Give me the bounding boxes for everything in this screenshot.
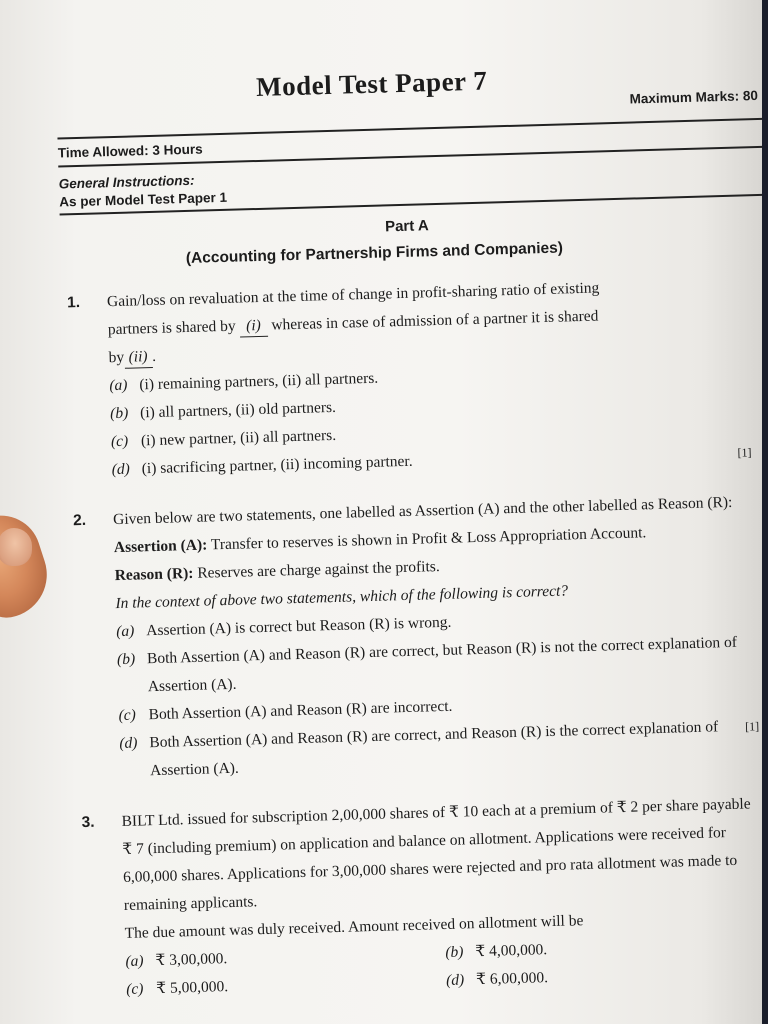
maximum-marks: Maximum Marks: 80 (629, 87, 759, 107)
assertion-line: Assertion (A): Transfer to reserves is shown in Profit & Loss Appropriation Account. (113, 524, 647, 557)
question-prompt: In the context of above two statements, which of the following is correct? (115, 582, 569, 613)
exam-paper (40, 30, 762, 998)
option-a: (a) (i) remaining partners, (ii) all partners. (109, 369, 379, 395)
option-d: (d) (i) sacrificing partner, (ii) incoming partner. [1] (111, 438, 752, 484)
option-d: (d) ₹ 6,00,000. (445, 969, 549, 990)
question-text: BILT Ltd. issued for subscription 2,00,000 shares of ₹ 10 each at a premium of ₹ 2 per share payable ₹ 7 (including premium) on application and balance on allotment. Applications were received for 6,00,000 shares. Applications for 3,00,000 shares were rejected and pro rata allotment was made to remaining applicants. (121, 795, 751, 914)
question-3 (81, 790, 762, 1005)
page-edge-shadow (762, 0, 768, 1024)
general-instructions (59, 171, 228, 212)
question-2 (73, 488, 761, 787)
reason-line: Reason (R): Reserves are charge against the profits. (114, 558, 440, 585)
question-text: Gain/loss on revaluation at the time of change in profit-sharing ratio of existing (106, 279, 600, 311)
question-text-end: by (ii) . (108, 326, 749, 372)
thumbnail-nail (0, 528, 32, 566)
blank-ii: (ii) (124, 347, 153, 369)
instructions-heading: General Instructions: (58, 172, 195, 192)
part-subheading: (Accounting for Partnership Firms and Companies) (185, 239, 564, 268)
time-allowed: Time Allowed: 3 Hours (57, 141, 203, 161)
option-c: (c) ₹ 5,00,000. (126, 978, 229, 998)
option-d: (d) Both Assertion (A) and Reason (R) are correct, and Reason (R) is the correct explanation of Assertion (A). [1] (119, 712, 760, 786)
part-heading: Part A (384, 217, 429, 236)
option-b: (b) Both Assertion (A) and Reason (R) are correct, but Reason (R) is not the correct explanation of Assertion (A). (116, 633, 738, 696)
option-b: (b) ₹ 4,00,000. (445, 941, 548, 962)
marks-label: [1] (744, 719, 760, 734)
option-c: (c) (i) new partner, (ii) all partners. (110, 426, 337, 451)
question-text-cont: partners is shared by (i) whereas in case of admission of a partner it is shared (107, 307, 599, 339)
option-c: (c) Both Assertion (A) and Reason (R) are incorrect. (118, 697, 453, 725)
option-b: (b) (i) all partners, (ii) old partners. (109, 398, 337, 423)
marks-label: [1] (737, 445, 752, 460)
blank-i: (i) (239, 316, 268, 338)
instructions-text: As per Model Test Paper 1 (59, 189, 228, 210)
header-rule-top (57, 118, 762, 140)
question-prompt: The due amount was duly received. Amount received on allotment will be (124, 912, 584, 942)
question-text: Given below are two statements, one labelled as Assertion (A) and the other labelled as Reason (R): (112, 493, 733, 529)
option-a: (a) Assertion (A) is correct but Reason (R) is wrong. (116, 613, 452, 641)
question-1 (67, 270, 752, 485)
question-number: 2. (72, 511, 87, 530)
question-number: 1. (66, 293, 81, 312)
question-number: 3. (81, 813, 95, 832)
option-a: (a) ₹ 3,00,000. (125, 950, 228, 970)
page-title: Model Test Paper 7 (255, 65, 488, 102)
